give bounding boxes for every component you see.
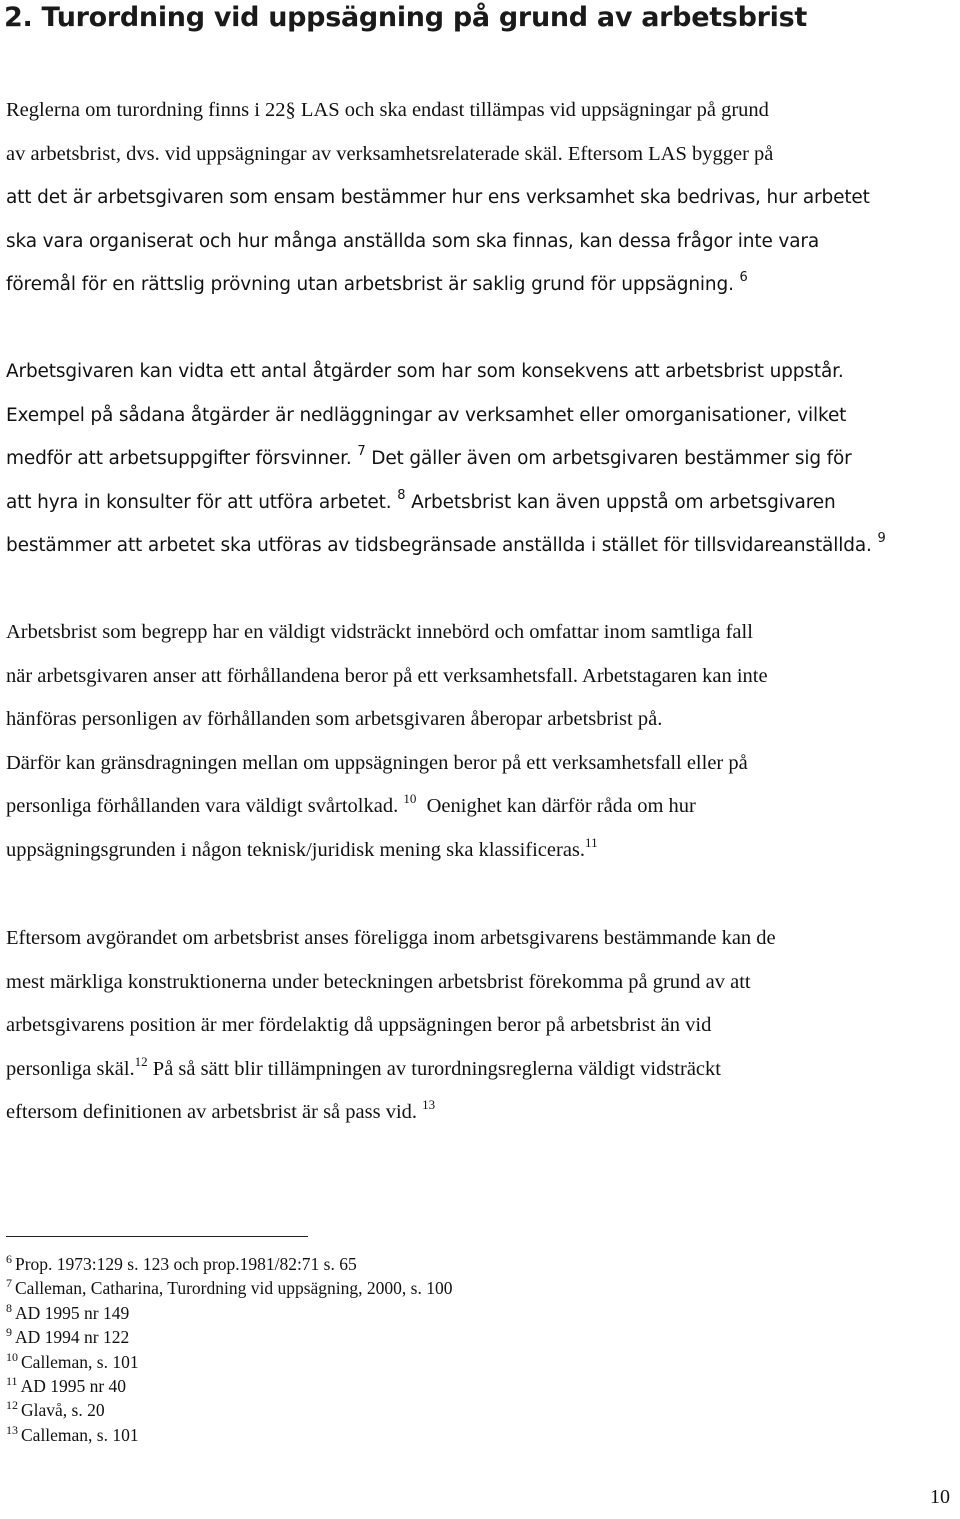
footnote-number: 8 <box>6 1300 12 1315</box>
text-line: hänföras personligen av förhållanden som arbetsgivaren åberopar arbetsbrist på. <box>6 708 663 731</box>
text-line: ska vara organiserat och hur många anställda som ska finnas, kan dessa frågor inte vara <box>6 230 820 252</box>
footnote-number: 12 <box>6 1398 18 1413</box>
text-line: mest märkliga konstruktionerna under beteckningen arbetsbrist förekomma på grund av att <box>6 970 751 993</box>
text-segment: Oenighet kan därför råda om hur <box>426 795 696 818</box>
text-line <box>6 785 952 829</box>
text-line <box>6 263 952 307</box>
footnote-ref[interactable]: 11 <box>585 834 598 850</box>
footnote-ref[interactable]: 7 <box>357 444 366 460</box>
page-number: 10 <box>930 1486 950 1508</box>
text-segment: medför att arbetsuppgifter försvinner. <box>6 448 352 470</box>
text-line <box>6 437 952 481</box>
text-line: Därför kan gränsdragningen mellan om uppsägningen beror på ett verksamhetsfall eller på <box>6 751 748 774</box>
footnote-list <box>6 1252 452 1447</box>
footnote-ref[interactable]: 10 <box>403 791 417 807</box>
footnote-text: Calleman, s. 101 <box>21 1424 139 1445</box>
text-line: när arbetsgivaren anser att förhållandena beror på ett verksamhetsfall. Arbetstagaren kan inte <box>6 664 768 687</box>
footnote-number: 13 <box>6 1422 18 1437</box>
footnote-text: Glavå, s. 20 <box>21 1400 105 1421</box>
footnote-number: 6 <box>6 1252 12 1266</box>
text-line: arbetsgivarens position är mer fördelaktig då uppsägningen beror på arbetsbrist än vid <box>6 1014 712 1037</box>
paragraph-conclusion <box>6 917 952 1135</box>
text-segment: Arbetsbrist kan även uppstå om arbetsgivaren <box>411 491 836 513</box>
text-segment: föremål för en rättslig prövning utan arbetsbrist är saklig grund för uppsägning. <box>6 274 734 296</box>
text-line: Reglerna om turordning finns i 22§ LAS och ska endast tillämpas vid uppsägningar på grund <box>6 99 769 121</box>
footnote-item <box>6 1276 452 1300</box>
text-line: Eftersom avgörandet om arbetsbrist anses föreligga inom arbetsgivarens bestämmande kan de <box>6 927 776 949</box>
footnote-item <box>6 1301 452 1325</box>
footnote-ref[interactable]: 9 <box>877 531 886 547</box>
text-segment: På så sätt blir tillämpningen av turordningsreglerna väldigt vidsträckt <box>152 1057 721 1080</box>
text-line <box>6 829 952 873</box>
paragraph-employer-measures <box>6 350 952 568</box>
footnote-text: AD 1995 nr 149 <box>15 1302 130 1323</box>
text-line: Arbetsgivaren kan vidta ett antal åtgärder som har som konsekvens att arbetsbrist uppstår. <box>6 361 844 382</box>
text-segment: att hyra in konsulter för att utföra arbetet. <box>6 491 392 513</box>
paragraph-turordning-rules <box>6 89 952 307</box>
text-line <box>6 524 952 568</box>
section-heading: 2. Turordning vid uppsägning på grund av arbetsbrist <box>4 2 807 33</box>
footnote-item <box>6 1350 452 1374</box>
footnote-text: AD 1994 nr 122 <box>15 1327 130 1348</box>
footnote-ref[interactable]: 8 <box>397 487 406 503</box>
footnote-text: Calleman, Catharina, Turordning vid uppsägning, 2000, s. 100 <box>15 1278 453 1299</box>
footnote-text: Prop. 1973:129 s. 123 och prop.1981/82:71 s. 65 <box>15 1254 357 1274</box>
footnote-item <box>6 1398 452 1422</box>
footnote-text: Calleman, s. 101 <box>21 1351 139 1372</box>
footnote-item <box>6 1252 452 1276</box>
text-line: Exempel på sådana åtgärder är nedläggningar av verksamhet eller omorganisationer, vilket <box>6 404 847 426</box>
footnote-number: 7 <box>6 1276 12 1291</box>
footnote-number: 10 <box>6 1349 18 1364</box>
text-segment: uppsägningsgrunden i någon teknisk/juridisk mening ska klassificeras. <box>6 838 586 861</box>
text-segment: eftersom definitionen av arbetsbrist är så pass vid. <box>6 1101 418 1124</box>
footnote-ref[interactable]: 12 <box>134 1053 148 1069</box>
footnote-number: 9 <box>6 1325 12 1340</box>
text-line: av arbetsbrist, dvs. vid uppsägningar av verksamhetsrelaterade skäl. Eftersom LAS bygger på <box>6 142 774 165</box>
text-segment: bestämmer att arbetet ska utföras av tidsbegränsade anställda i stället för tillsvidareanställda. <box>6 535 872 557</box>
footnote-number: 11 <box>6 1374 18 1389</box>
text-line <box>6 1048 952 1092</box>
text-segment: personliga skäl. <box>6 1057 135 1080</box>
text-line: att det är arbetsgivaren som ensam bestämmer hur ens verksamhet ska bedrivas, hur arbetet <box>6 187 870 209</box>
text-line <box>6 481 952 525</box>
text-segment: Det gäller även om arbetsgivaren bestämmer sig för <box>371 448 852 470</box>
footnote-ref[interactable]: 13 <box>422 1097 436 1113</box>
text-line: Arbetsbrist som begrepp har en väldigt vidsträckt innebörd och omfattar inom samtliga fall <box>6 621 753 643</box>
text-line <box>6 1091 952 1135</box>
footnote-text: AD 1995 nr 40 <box>20 1376 127 1397</box>
footnote-item <box>6 1374 452 1398</box>
footnote-item <box>6 1325 452 1349</box>
text-segment: personliga förhållanden vara väldigt svårtolkad. <box>6 795 399 818</box>
paragraph-concept-breadth <box>6 611 952 873</box>
footnote-item <box>6 1423 452 1447</box>
footnote-separator <box>6 1236 308 1237</box>
footnote-ref[interactable]: 6 <box>739 270 748 286</box>
